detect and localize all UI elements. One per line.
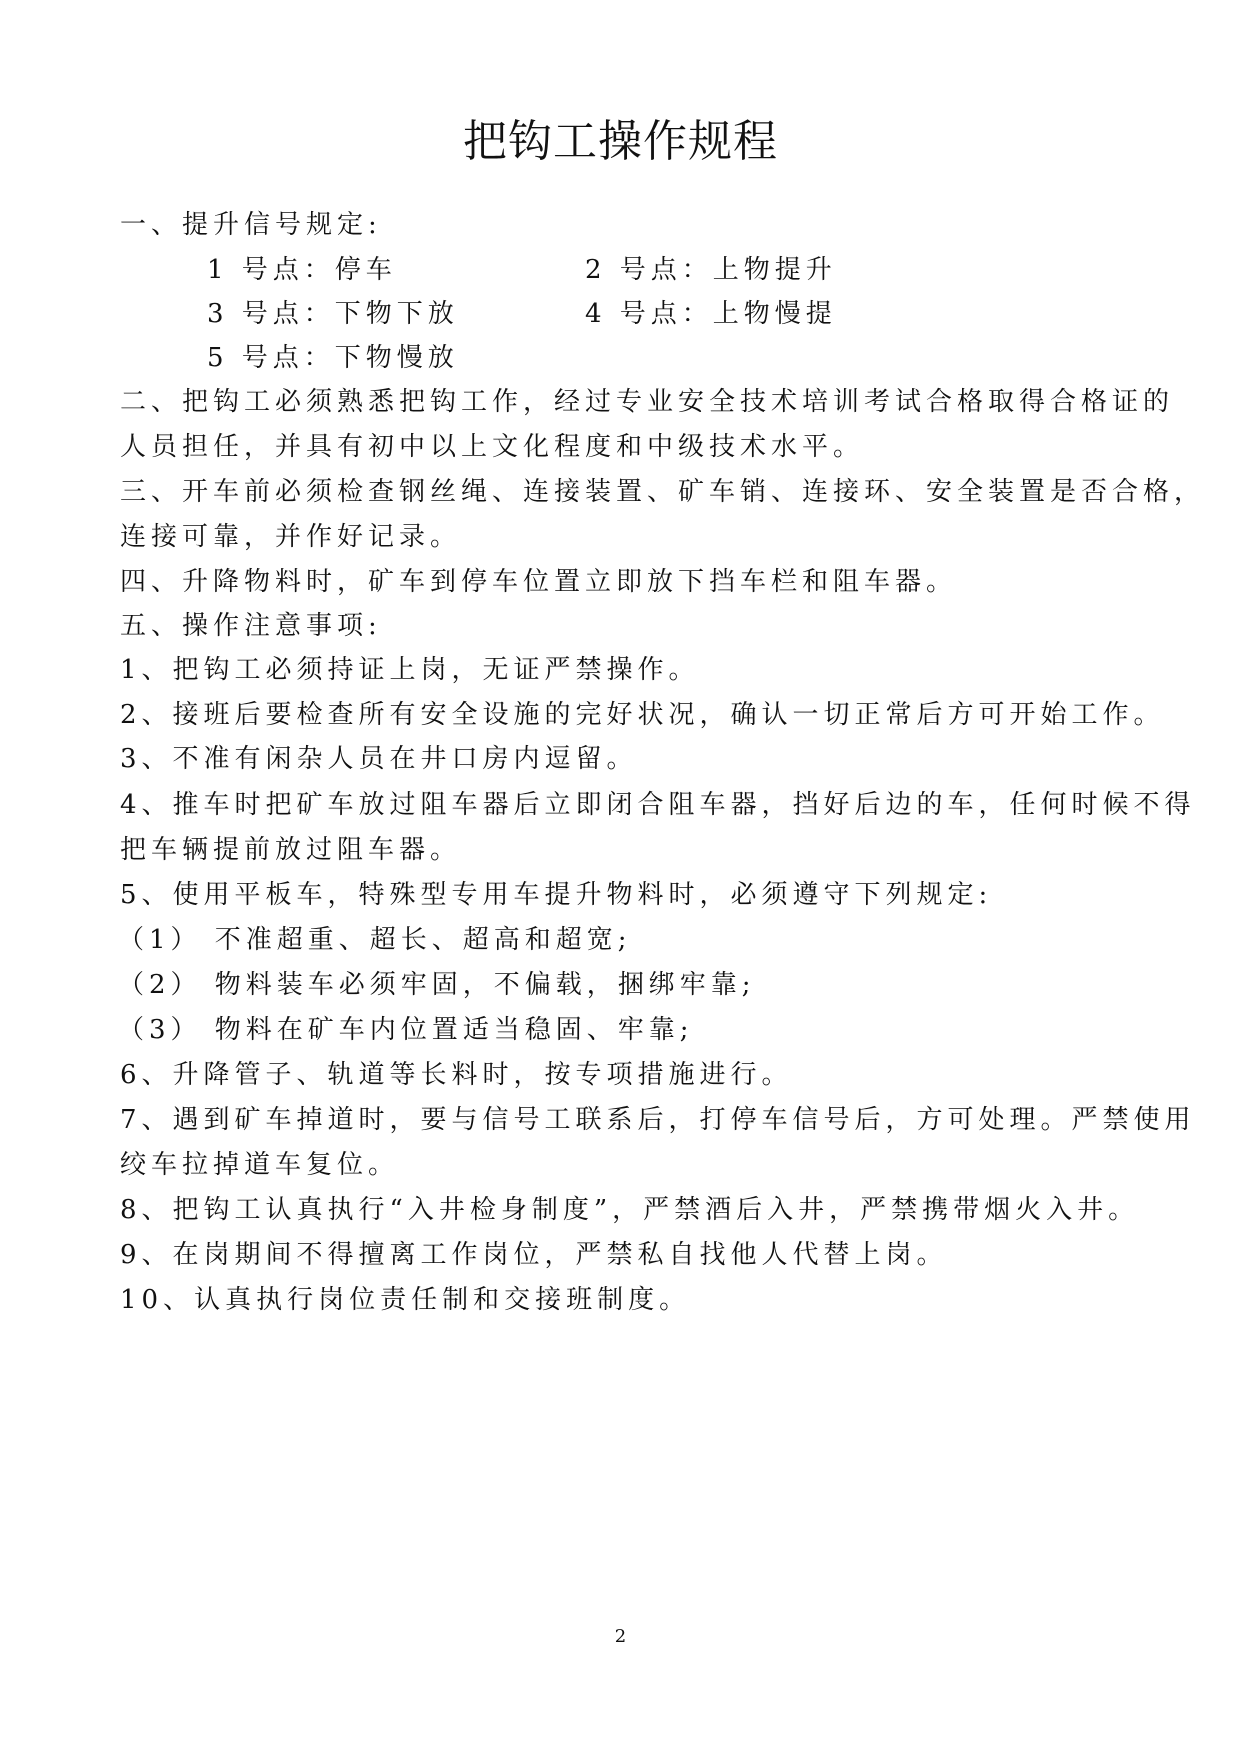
note-item-1: 1、把钩工必须持证上岗，无证严禁操作。 xyxy=(120,655,700,685)
note-item-5: 5、使用平板车，特殊型专用车提升物料时，必须遵守下列规定: xyxy=(120,880,993,910)
note-item-9: 9、在岗期间不得擅离工作岗位，严禁私自找他人代替上岗。 xyxy=(120,1240,948,1270)
section-heading-signals: 一、提升信号规定: xyxy=(120,210,382,240)
page-title: 把钩工操作规程 xyxy=(463,116,778,167)
section3-line-2: 连接可靠，并作好记录。 xyxy=(120,522,462,552)
section2-line-2: 人员担任，并具有初中以上文化程度和中级技术水平。 xyxy=(120,432,865,462)
note-item-4-line-1: 4、推车时把矿车放过阻车器后立即闭合阻车器，挡好后边的车，任何时候不得 xyxy=(120,790,1196,820)
note-item-3: 3、不准有闲杂人员在井口房内逗留。 xyxy=(120,744,638,774)
note-item-4-line-2: 把车辆提前放过阻车器。 xyxy=(120,835,462,865)
note-item-8: 8、把钩工认真执行“入井检身制度”，严禁酒后入井，严禁携带烟火入井。 xyxy=(120,1195,1140,1225)
signal-1: 1 号点：停车 xyxy=(207,255,397,285)
sub-item-2: （2） 物料装车必须牢固，不偏载，捆绑牢靠; xyxy=(118,970,756,1000)
section4-line: 四、升降物料时，矿车到停车位置立即放下挡车栏和阻车器。 xyxy=(120,567,958,597)
note-item-10: 10、认真执行岗位责任制和交接班制度。 xyxy=(120,1285,691,1315)
page-number: 2 xyxy=(614,1626,627,1647)
sub-item-1: （1） 不准超重、超长、超高和超宽; xyxy=(118,925,632,955)
sub-item-3: （3） 物料在矿车内位置适当稳固、牢靠; xyxy=(118,1015,694,1045)
note-item-7-line-1: 7、遇到矿车掉道时，要与信号工联系后，打停车信号后，方可处理。严禁使用 xyxy=(120,1105,1196,1135)
note-item-6: 6、升降管子、轨道等长料时，按专项措施进行。 xyxy=(120,1060,793,1090)
note-item-7-line-2: 绞车拉掉道车复位。 xyxy=(120,1150,400,1180)
note-item-2: 2、接班后要检查所有安全设施的完好状况，确认一切正常后方可开始工作。 xyxy=(120,700,1165,730)
signal-2: 2 号点：上物提升 xyxy=(585,255,837,285)
signal-5: 5 号点：下物慢放 xyxy=(207,343,459,373)
section3-line-1: 三、开车前必须检查钢丝绳、连接装置、矿车销、连接环、安全装置是否合格， xyxy=(120,477,1206,507)
section-heading-notes: 五、操作注意事项: xyxy=(120,611,382,641)
signal-3: 3 号点：下物下放 xyxy=(207,299,459,329)
signal-4: 4 号点：上物慢提 xyxy=(585,299,837,329)
section2-line-1: 二、把钩工必须熟悉把钩工作，经过专业安全技术培训考试合格取得合格证的 xyxy=(120,387,1175,417)
